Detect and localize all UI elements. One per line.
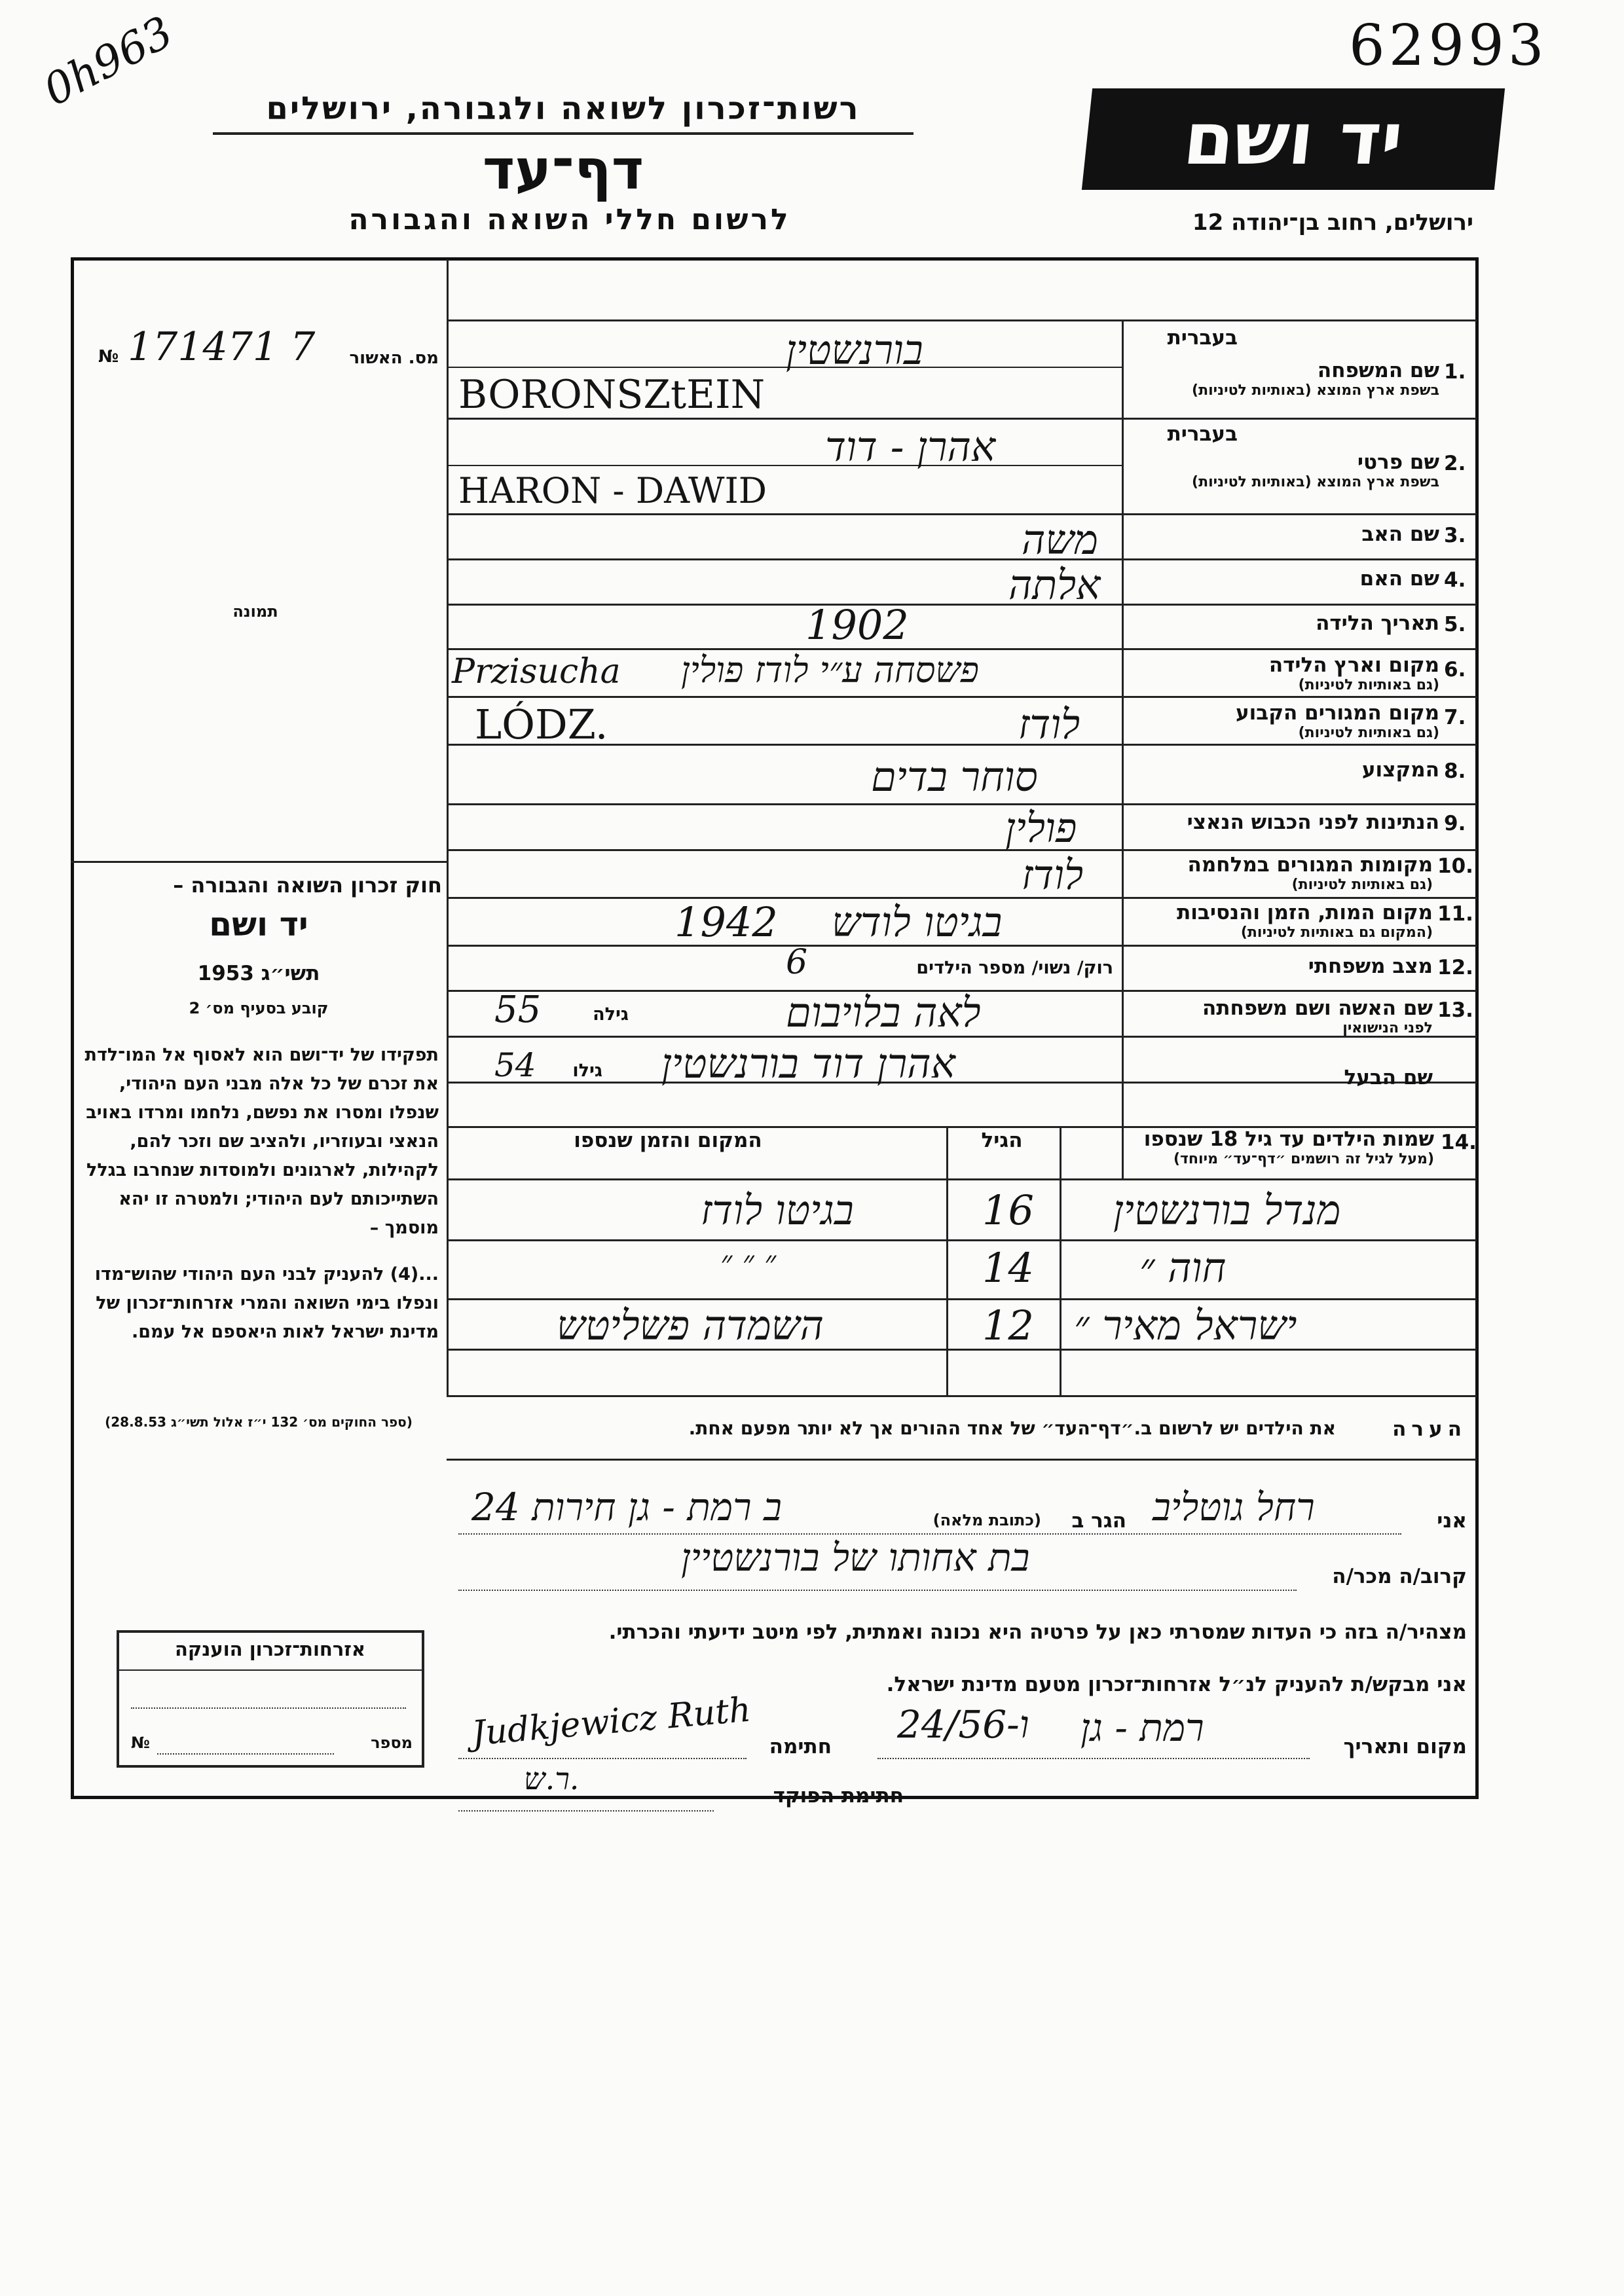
approval-no-sign: № — [98, 347, 119, 367]
children-sub: (מעל לגיל זה רושמים ״דף־עד״ מיוחד) — [1173, 1151, 1434, 1167]
form-subtitle: לרשום חללי השואה והגבורה — [348, 203, 791, 236]
child-1-age: 16 — [982, 1186, 1034, 1234]
field-1-label-text: שם המשפחה — [1317, 359, 1439, 382]
place-date-label: מקום ותאריך — [1343, 1735, 1467, 1758]
field-11-label-text: מקום המות, הזמן והנסיבות — [1177, 901, 1433, 924]
citizenship-line-2 — [157, 1753, 334, 1755]
declarant-signature: Judkjewicz Ruth — [470, 1690, 753, 1754]
relation-value: בת אחותו של בורנשטיין — [681, 1535, 1030, 1580]
field-7-number: 7. — [1444, 706, 1466, 729]
husband-label: שם הבעל — [1344, 1066, 1433, 1089]
field-4-number: 4. — [1444, 568, 1466, 592]
field-7-label-text: מקום המגורים הקבוע — [1236, 701, 1439, 725]
law-year: תשי״ג 1953 — [197, 962, 320, 985]
given-name-latin: HARON - DAWID — [458, 470, 767, 511]
children-title-text: שמות הילדים עד גיל 18 שנספו — [1143, 1127, 1434, 1151]
authority-title: רשות־זכרון לשואה ולגבורה, ירושלים — [266, 90, 860, 127]
birth-date: 1902 — [805, 601, 909, 649]
residence-hebrew: לודז — [1018, 701, 1080, 748]
declaration-date: 24/ו-56 — [897, 1702, 1029, 1747]
child-3-name: ישראל מאיר ״ — [1074, 1302, 1297, 1349]
field-8-label: המקצוע — [1361, 758, 1439, 782]
field-7-sub: (גם באותיות לטיניות) — [1298, 725, 1439, 741]
row-line — [447, 1239, 1477, 1241]
place-date-underline — [877, 1758, 1310, 1759]
field-1-number: 1. — [1444, 360, 1466, 384]
note-label: הערה — [1392, 1417, 1467, 1441]
signature-underline — [458, 1758, 747, 1759]
note-text: את הילדים יש לרשום ב.״דף־העד״ של אחד ההורים אך לא יותר מפעם אחת. — [688, 1417, 1336, 1439]
field-13-sub: לפני הנישואין — [1342, 1020, 1433, 1036]
citizenship-title: אזרחות־זכרון הוענקה — [174, 1638, 366, 1660]
marital-status-label: רוק/ נשוי/ מספר הילדים — [916, 958, 1113, 978]
relation-label: קרוב/ה מכר/ה — [1332, 1565, 1467, 1588]
declaration-place: רמת - גן — [1080, 1705, 1204, 1750]
field-13-label — [1132, 996, 1433, 1036]
citizenship-no-sign: № — [131, 1734, 150, 1752]
field-10-number: 10. — [1437, 854, 1473, 878]
children-age-divider-right — [1060, 1126, 1061, 1395]
photo-label: תמונה — [232, 602, 278, 621]
field-1-label — [1132, 359, 1439, 399]
children-title — [1067, 1127, 1434, 1167]
field-6-number: 6. — [1444, 658, 1466, 682]
child-2-place: ״ ״ ״ — [720, 1244, 777, 1281]
relation-underline — [458, 1590, 1297, 1591]
row-line — [447, 418, 1477, 420]
surname-latin: BORONSZtEIN — [458, 372, 766, 418]
official-underline — [458, 1810, 714, 1812]
wife-name: לאה בלויבום — [786, 989, 981, 1036]
wife-age: 55 — [494, 989, 542, 1031]
residing-label: הגר ב — [1071, 1509, 1126, 1533]
official-signature-label: חתימת הפוקד — [773, 1784, 904, 1808]
field-10-label-text: מקומות המגורים במלחמה — [1187, 853, 1433, 877]
field-2-tag: בעברית — [1167, 422, 1238, 446]
approval-label: מס. האשור — [349, 348, 439, 368]
law-text-2: ...(4) להעניק לבני העם היהודי שהוש־מדו ונפלו בימי השואה והמרי אזרחות־זכרון של מדינת ישראל לאות היאספם אל עמם. — [94, 1264, 439, 1342]
field-2-sub: בשפת ארץ המוצא (באותיות לטיניות) — [1192, 474, 1439, 490]
left-column-divider — [447, 259, 449, 1395]
label-column-divider — [1122, 321, 1124, 1178]
death-year: 1942 — [674, 898, 778, 946]
declaration-statement: מצהיר/ה בזה כי העדות שמסרתי כאן על פרטיה היא נכונה ואמתית, לפי מיטב ידיעתי והכרתי. — [608, 1620, 1467, 1644]
authority-underline — [213, 132, 913, 135]
law-section: קובע בסעיף מס׳ 2 — [189, 999, 329, 1017]
field-10-sub: (גם באותיות לטיניות) — [1291, 877, 1433, 893]
row-line — [447, 1298, 1477, 1300]
field-5-number: 5. — [1444, 613, 1466, 636]
father-name: משה — [1022, 516, 1098, 564]
field-4-label: שם האם — [1359, 567, 1439, 591]
mother-name: אלתה — [1008, 561, 1101, 609]
field-12-number: 12. — [1437, 956, 1473, 979]
given-name-hebrew: אהרן - דוד — [825, 423, 996, 471]
field-9-number: 9. — [1444, 812, 1466, 835]
citizenship-title-underline — [119, 1669, 422, 1671]
wartime-residence: לודז — [1022, 851, 1084, 899]
top-row-line — [447, 319, 1477, 321]
field-7-label — [1132, 701, 1439, 741]
child-3-place: השמדה פשליטש — [557, 1302, 824, 1349]
row-line — [447, 465, 1122, 466]
child-1-place: בגיטו לודז — [701, 1186, 854, 1234]
law-text-1: תפקידו של יד־ושם הוא לאסוף אל המו־לדת את זכרם של כל אלה מבני העם היהודי, שנפלו ומסרו את נפשם, נלחמו ומרדו באויב הנאצי ובעוזריו, ולהציב שם וזכר להם, לקהילות, לארגונים ולמוסדות שנחרבו בגלל השתייכותם לעם היהודי; ולמטרה זו יהא מוסמך – — [84, 1045, 439, 1238]
photo-box-bottom — [71, 861, 447, 863]
field-1-tag: בעברית — [1167, 326, 1238, 350]
declarant-name: רחל גוטליב — [1153, 1485, 1315, 1529]
row-line — [447, 849, 1477, 851]
field-11-label — [1132, 901, 1433, 941]
row-line — [447, 558, 1477, 560]
children-age-header: הגיל — [981, 1129, 1023, 1152]
children-age-divider-left — [946, 1126, 948, 1395]
law-title: חוק זכרון השואה והגבורה – — [173, 873, 442, 898]
wife-age-label: גילה — [593, 1004, 629, 1025]
field-6-sub: (גם באותיות לטיניות) — [1298, 677, 1439, 693]
field-11-sub: (המקום גם באותיות לטיניות) — [1240, 924, 1433, 941]
husband-name: אהרן דוד בורנשטין — [661, 1040, 955, 1087]
law-name: יד ושם — [209, 905, 308, 943]
field-13-label-text: שם האשה ושם משפחתה — [1202, 996, 1433, 1020]
row-line — [447, 604, 1477, 606]
profession: סוחר בדים — [871, 753, 1038, 801]
birthplace-hebrew: פשסחה ע״י לודז פולין — [681, 649, 979, 691]
corner-stamp-right: 62993 — [1349, 13, 1548, 79]
children-place-header: המקום והזמן שנספו — [574, 1129, 762, 1152]
field-3-label: שם האב — [1361, 522, 1439, 546]
field-6-label-text: מקום וארץ הלידה — [1268, 653, 1439, 677]
yad-vashem-logo: יד ושם — [1082, 88, 1505, 190]
row-line — [447, 513, 1477, 515]
children-number: 14. — [1441, 1131, 1477, 1154]
field-9-label: הנתינות לפני הכבוש הנאצי — [1187, 811, 1439, 834]
field-11-number: 11. — [1437, 902, 1473, 926]
law-footnote: (ספר החוקים מס׳ 132 י״ז אלול תשי״ג 28.8.53) — [105, 1414, 413, 1430]
field-10-label — [1132, 853, 1433, 893]
declaration-ani: אני — [1437, 1509, 1467, 1533]
citizenship-number-label: מספר — [371, 1734, 413, 1752]
child-3-age: 12 — [982, 1302, 1034, 1349]
surname-hebrew: בורנשטין — [786, 326, 923, 374]
citizenship-line-1 — [131, 1707, 406, 1709]
field-6-label — [1132, 653, 1439, 693]
row-line — [447, 696, 1477, 698]
signature-label: חתימה — [769, 1735, 832, 1758]
birthplace-latin: Przisucha — [452, 652, 621, 691]
citizenship: פולין — [1005, 804, 1077, 852]
field-12-label: מצב משפחתי — [1308, 955, 1433, 978]
residence-latin: LÓDZ. — [475, 701, 608, 748]
field-3-number: 3. — [1444, 524, 1466, 547]
husband-age-label: גילו — [572, 1061, 602, 1081]
field-1-sub: בשפת ארץ המוצא (באותיות לטיניות) — [1192, 382, 1439, 399]
row-line — [447, 1178, 1477, 1180]
row-line — [447, 1395, 1477, 1397]
declarant-address: ב רמת - גן חירות 24 — [471, 1485, 782, 1529]
address-hint: (כתובת מלאה) — [932, 1511, 1041, 1529]
child-2-age: 14 — [982, 1244, 1034, 1292]
husband-age: 54 — [494, 1046, 536, 1084]
row-line — [447, 803, 1477, 805]
child-2-name: חוה ״ — [1139, 1244, 1227, 1292]
field-13-number: 13. — [1437, 998, 1473, 1022]
page-title: דף־עד — [482, 137, 644, 202]
official-signature: ר.ש. — [524, 1761, 580, 1796]
declaration-request: אני מבקש/ת להעניק לנ״ל אזרחות־זכרון מטעם מדינת ישראל. — [886, 1673, 1467, 1696]
field-2-number: 2. — [1444, 452, 1466, 475]
row-line — [447, 1459, 1477, 1461]
approval-number: 171471 7 — [128, 324, 316, 370]
field-2-label-text: שם פרטי — [1357, 450, 1439, 474]
field-2-label — [1132, 450, 1439, 490]
child-1-name: מנדל בורנשטין — [1113, 1186, 1341, 1234]
address-line: ירושלים, רחוב בן־יהודה 12 — [1192, 210, 1473, 236]
field-8-number: 8. — [1444, 759, 1466, 783]
death-place: בגיטו לודש — [832, 898, 1003, 946]
corner-stamp-left: 0h963 — [35, 7, 181, 116]
field-5-label: תאריך הלידה — [1316, 611, 1439, 635]
address-underline — [458, 1533, 1401, 1535]
children-count: 6 — [786, 943, 808, 982]
row-line — [447, 367, 1122, 368]
